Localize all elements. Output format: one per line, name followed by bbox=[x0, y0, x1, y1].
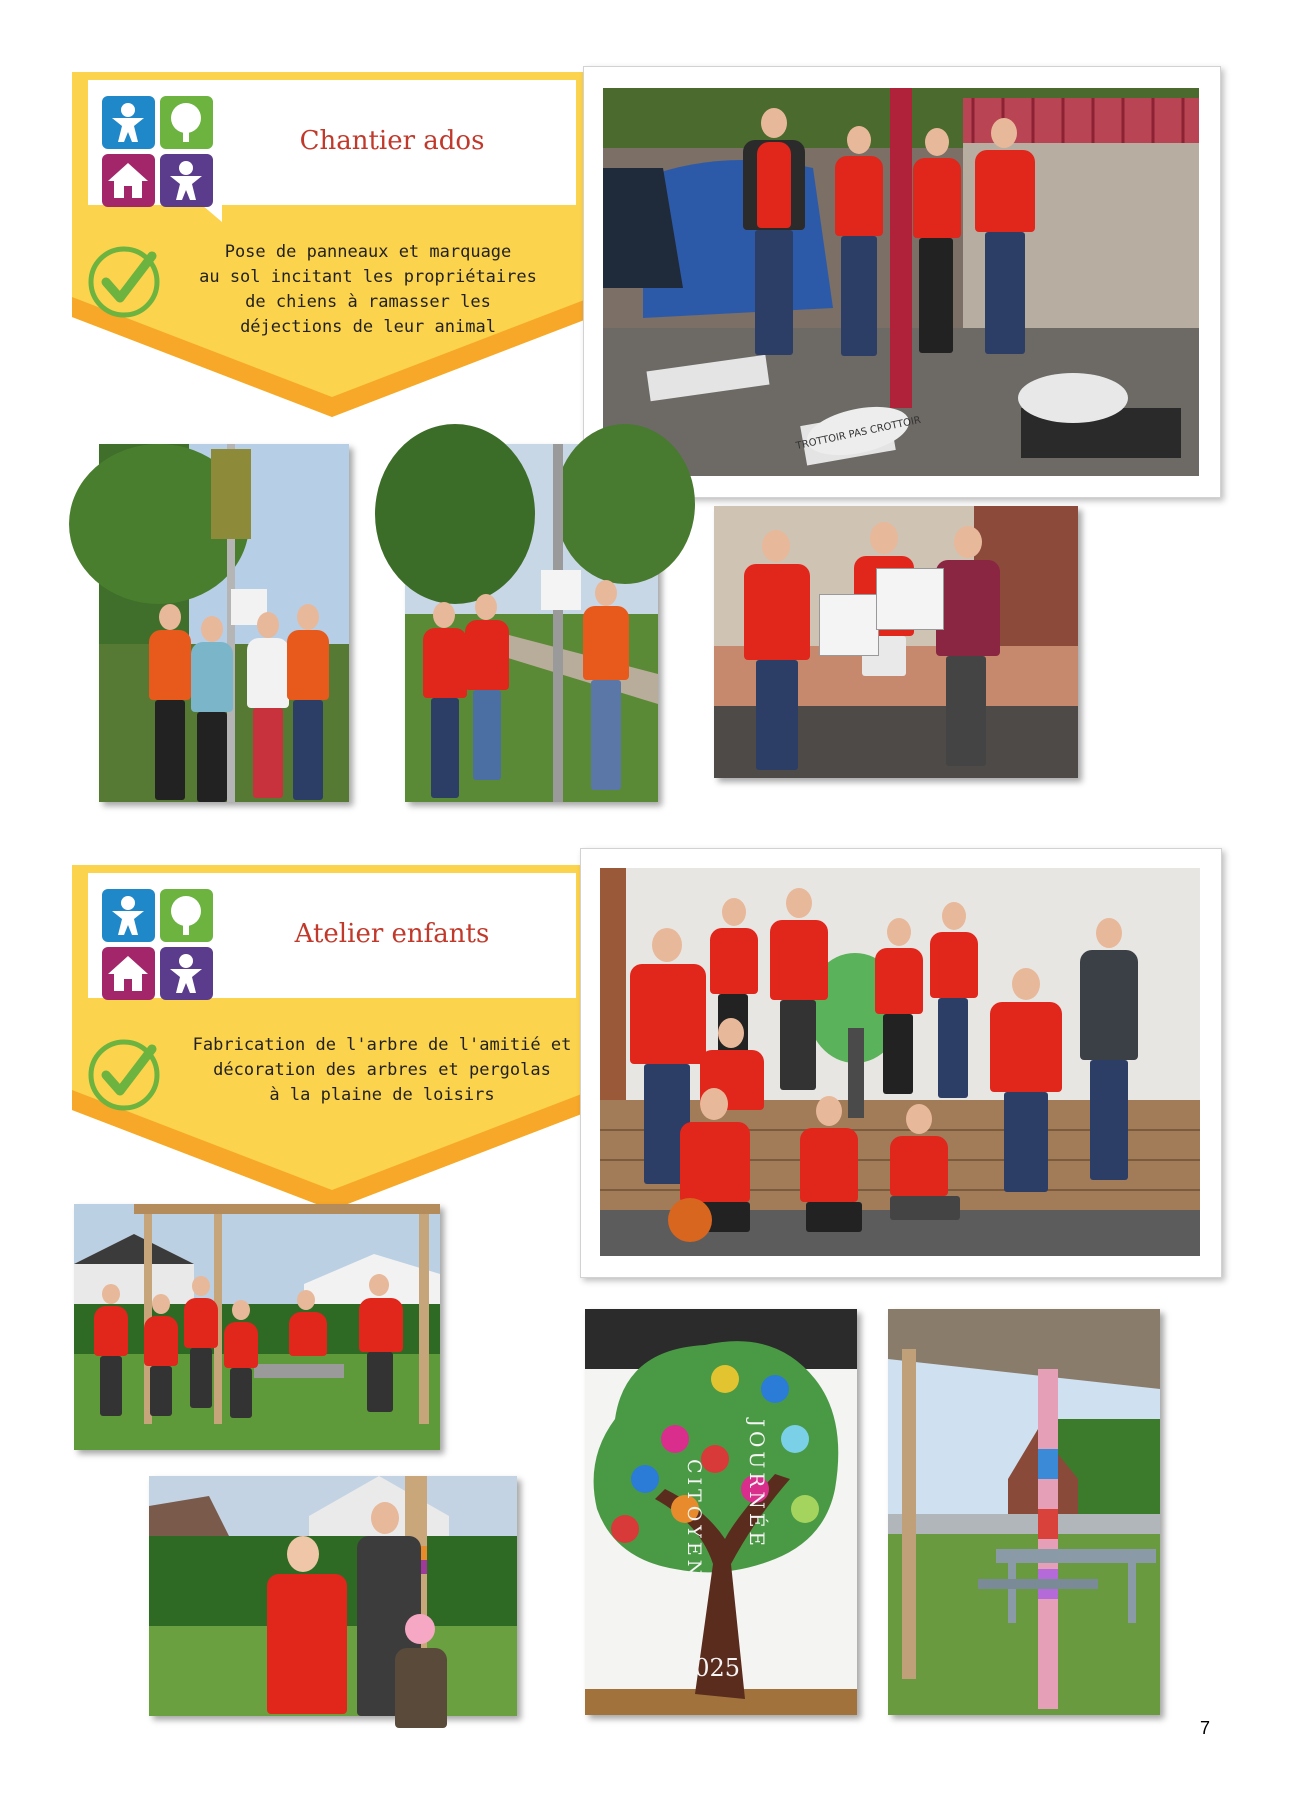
tree-icon bbox=[160, 889, 213, 942]
checkmark-icon bbox=[86, 1035, 166, 1115]
atelier-pergola-group-photo bbox=[74, 1204, 440, 1450]
ados-street-main-photo bbox=[603, 88, 1199, 476]
ados-signs-church-photo bbox=[714, 506, 1078, 778]
ados-sign-roadside-photo bbox=[405, 444, 658, 802]
page-number: 7 bbox=[1200, 1718, 1211, 1738]
section-description: Fabrication de l'arbre de l'amitié et décoration des arbres et pergolas à la plaine de loisirs bbox=[192, 1035, 572, 1105]
house-icon bbox=[102, 154, 155, 207]
section-title: Atelier enfants bbox=[294, 919, 490, 949]
atelier-painting-pole-photo bbox=[149, 1476, 517, 1716]
street-marking-stencil bbox=[795, 406, 922, 456]
tree-word-year: 2025 bbox=[679, 1654, 741, 1682]
tree-word-citoyenne: CITOYENNE bbox=[683, 1459, 705, 1619]
checkmark-icon bbox=[86, 242, 166, 322]
logo bbox=[102, 96, 214, 208]
section-title: Chantier ados bbox=[299, 126, 485, 156]
ados-group-pole-photo bbox=[99, 444, 349, 802]
person-icon bbox=[160, 947, 213, 1000]
house-icon bbox=[102, 947, 155, 1000]
person-icon bbox=[102, 889, 155, 942]
section-description: Pose de panneaux et marquage au sol incitant les propriétaires de chiens à ramasser les déjections de leur animal bbox=[199, 242, 537, 337]
atelier-friendship-tree-photo bbox=[585, 1309, 857, 1715]
sign-board bbox=[819, 594, 879, 656]
person-icon bbox=[102, 96, 155, 149]
section-banner-chantier bbox=[72, 72, 592, 427]
sign-board bbox=[876, 568, 944, 630]
logo bbox=[102, 889, 214, 1001]
basketball bbox=[668, 1198, 712, 1242]
tree-word-journee: JOURNÉE bbox=[745, 1419, 769, 1551]
tree-icon bbox=[160, 96, 213, 149]
section-banner-atelier bbox=[72, 865, 592, 1220]
svg-text:TROTTOIR PAS CROTTOIR: TROTTOIR PAS CROTTOIR bbox=[795, 414, 922, 453]
person-icon bbox=[160, 154, 213, 207]
atelier-pergola-picnic-photo bbox=[888, 1309, 1160, 1715]
atelier-group-photo bbox=[600, 868, 1200, 1256]
